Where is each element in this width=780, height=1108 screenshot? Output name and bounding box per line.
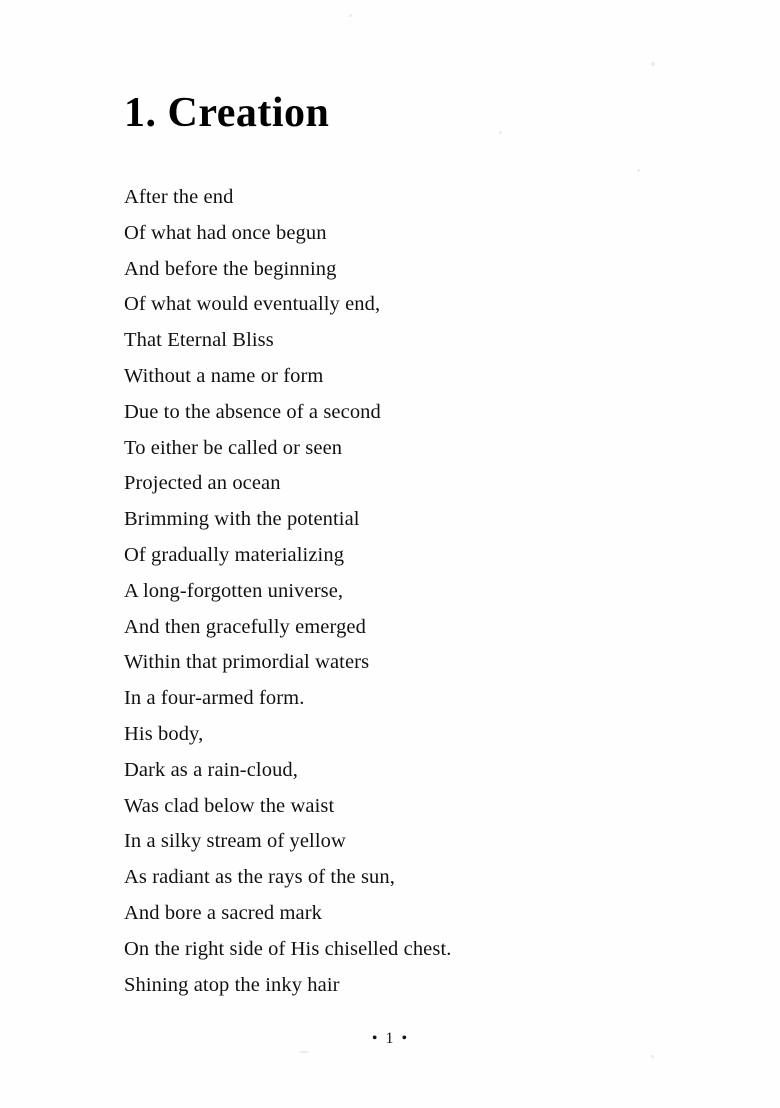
poem-line: That Eternal Bliss [124,329,274,352]
poem-line: And before the beginning [124,257,337,280]
poem-line: Of what would eventually end, [124,293,381,316]
folio-ornament-left: • [371,1030,379,1047]
page-title: 1. Creation [124,90,330,137]
folio-ornament-right: • [401,1030,409,1047]
page-footer [0,1030,780,1048]
poem-line: Dark as a rain-cloud, [124,758,298,781]
paper-speck [651,62,655,66]
poem-line: In a silky stream of yellow [124,830,346,853]
poem-line: As radiant as the rays of the sun, [124,866,395,889]
poem-line: Within that primordial waters [124,651,370,674]
poem-line: After the end [124,186,234,208]
poem-line: In a four-armed form. [124,687,305,710]
poem-line: Was clad below the waist [124,794,335,817]
poem-line: And then gracefully emerged [124,615,366,638]
poem-line: And bore a sacred mark [124,901,323,924]
poem-line: Shining atop the inky hair [124,973,340,996]
paper-speck [299,1051,309,1053]
poem-line: Brimming with the potential [124,508,360,531]
poem-line: Of gradually materializing [124,543,345,566]
poem-body [124,180,684,1003]
poem-line: A long-forgotten universe, [124,579,344,602]
paper-speck [637,169,640,172]
paper-speck [499,131,502,134]
poem-line: To either be called or seen [124,436,343,459]
poem-line: His body, [124,722,204,745]
paper-speck [349,14,352,17]
poem-line: Due to the absence of a second [124,400,381,423]
poem-line: Projected an ocean [124,472,281,495]
page-number: 1 [385,1030,395,1047]
poem-line: Without a name or form [124,364,324,387]
paper-speck [651,1055,654,1058]
poem-line: On the right side of His chiselled chest. [124,937,452,960]
poem-line: Of what had once begun [124,221,327,244]
